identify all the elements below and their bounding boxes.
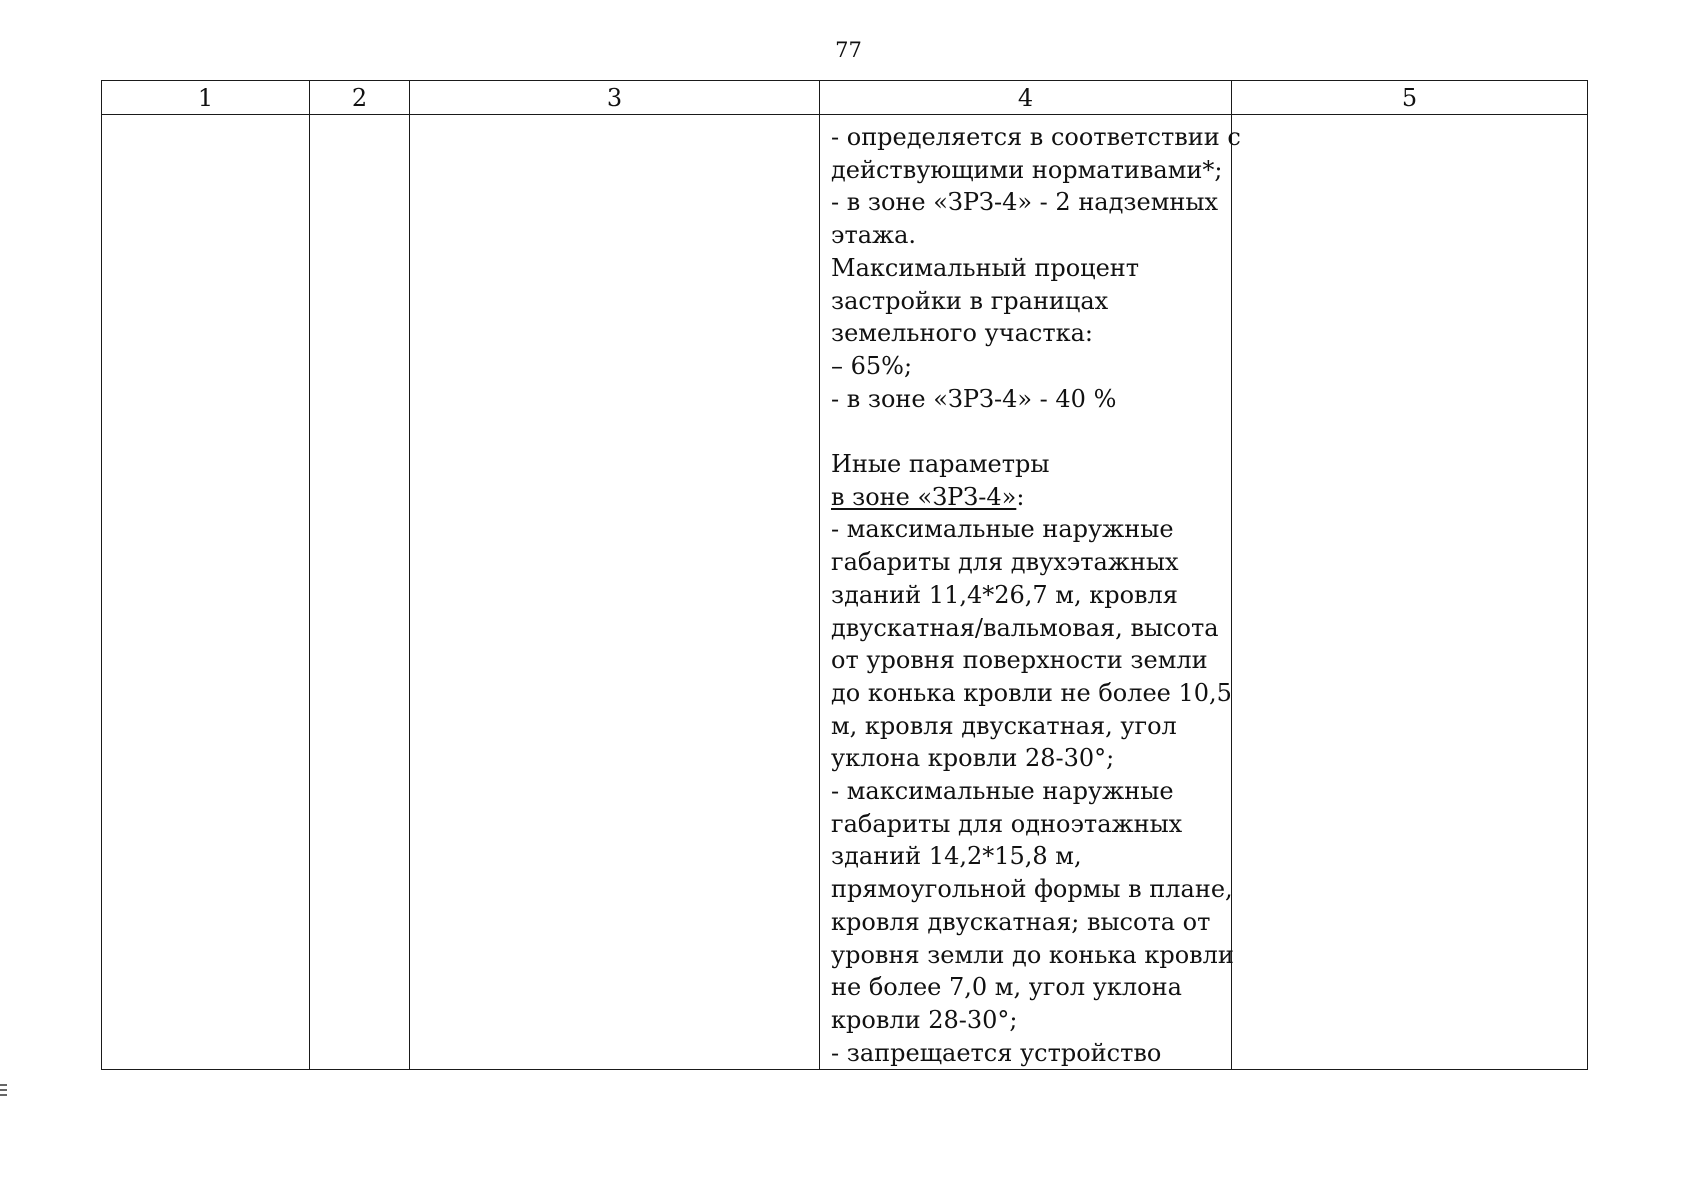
column-header-4: 4: [820, 81, 1232, 115]
text-line: Максимальный процент: [831, 253, 1140, 282]
cell-column-4: [820, 115, 1241, 1070]
zone-suffix: :: [1016, 482, 1025, 511]
scan-edge-mark: [0, 1084, 7, 1096]
text-line: двускатная/вальмовая, высота: [831, 613, 1219, 642]
text-line: – 65%;: [831, 351, 913, 380]
column-header-3: 3: [410, 81, 820, 115]
cell-column-1: [102, 115, 310, 1070]
table-row: [102, 115, 1588, 1070]
text-line: уклона кровли 28-30°;: [831, 744, 1115, 773]
page-number: 77: [835, 38, 862, 62]
text-line: действующими нормативами*;: [831, 155, 1223, 184]
text-line: зданий 11,4*26,7 м, кровля: [831, 580, 1178, 609]
text-line: не более 7,0 м, угол уклона: [831, 973, 1182, 1002]
text-line: застройки в границах: [831, 286, 1109, 315]
text-line: - максимальные наружные: [831, 515, 1174, 544]
text-line: - максимальные наружные: [831, 777, 1174, 806]
column-header-5: 5: [1232, 81, 1588, 115]
text-line: - запрещается устройство: [831, 1038, 1162, 1067]
text-line: габариты для одноэтажных: [831, 809, 1183, 838]
text-line: Иные параметры: [831, 450, 1050, 479]
text-line: прямоугольной формы в плане,: [831, 875, 1233, 904]
column-header-1: 1: [102, 81, 310, 115]
text-line: - определяется в соответствии с: [831, 123, 1241, 151]
text-line: - в зоне «ЗРЗ-4» - 40 %: [831, 384, 1117, 413]
text-line: зданий 14,2*15,8 м,: [831, 842, 1082, 871]
cell-column-3: [410, 115, 820, 1070]
text-line: м, кровля двускатная, угол: [831, 711, 1177, 740]
text-line: габариты для двухэтажных: [831, 548, 1179, 577]
zone-line: [831, 481, 1221, 514]
text-line: кровля двускатная; высота от: [831, 907, 1211, 936]
text-line: этажа.: [831, 221, 917, 250]
parameters-text: [820, 115, 1241, 1069]
column-header-2: 2: [310, 81, 410, 115]
cell-column-5: [1232, 115, 1588, 1070]
zone-underlined-text: в зоне «ЗРЗ-4»: [831, 482, 1017, 511]
text-line: от уровня поверхности земли: [831, 646, 1208, 675]
regulations-table: [101, 80, 1588, 1070]
text-line: - в зоне «ЗРЗ-4» - 2 надземных: [831, 188, 1218, 217]
text-line: кровли 28-30°;: [831, 1005, 1018, 1034]
blank-line: [831, 415, 1221, 448]
text-line: земельного участка:: [831, 319, 1093, 348]
text-line: до конька кровли не более 10,5: [831, 678, 1232, 707]
table-header-row: [102, 81, 1588, 115]
cell-column-2: [310, 115, 410, 1070]
text-line: уровня земли до конька кровли: [831, 940, 1234, 969]
